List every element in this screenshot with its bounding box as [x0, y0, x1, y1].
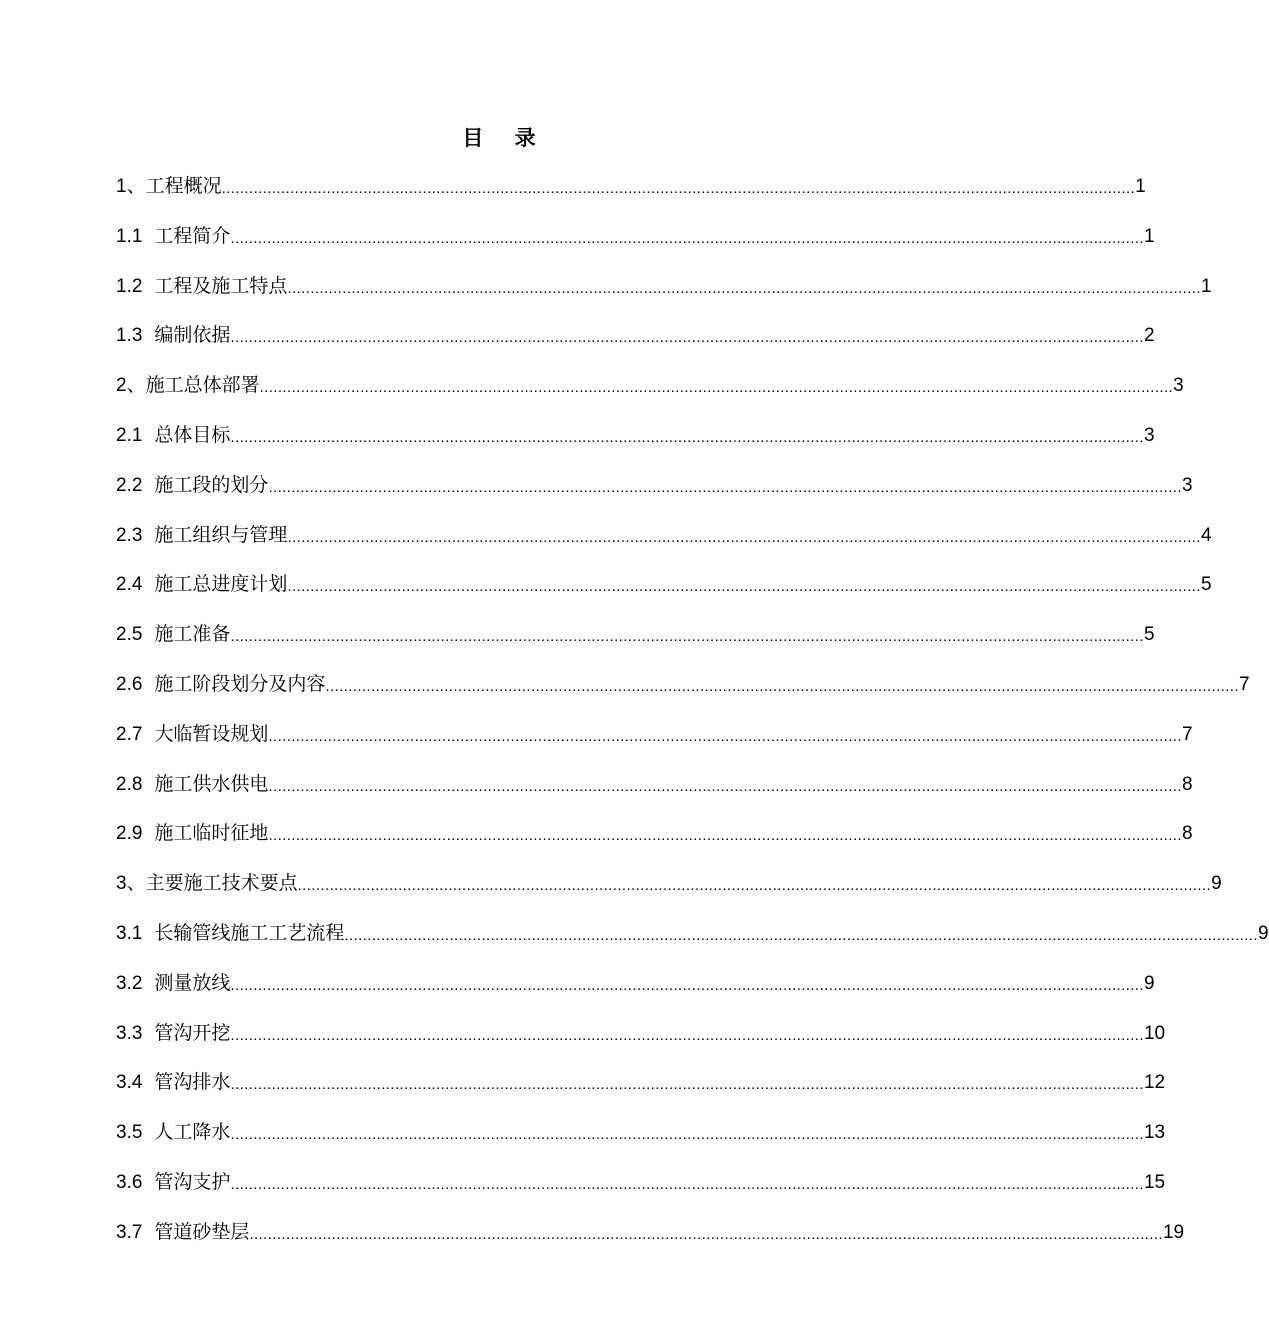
toc-entry-number: 2.9 — [116, 823, 143, 844]
toc-entry-text: 施工段的划分 — [154, 474, 269, 496]
toc-page-number: 9 — [1143, 973, 1155, 994]
toc-page-number: 4 — [1200, 525, 1212, 546]
toc-page-number: 3 — [1173, 375, 1184, 396]
toc-entry[interactable] — [116, 323, 1155, 349]
toc-entry-label — [116, 273, 287, 300]
toc-dot-leader: ........................................................................................................................................................................................................ — [287, 578, 1201, 595]
toc-entry[interactable] — [116, 224, 1155, 250]
toc-page-number: 8 — [1181, 823, 1193, 844]
toc-entry[interactable] — [116, 921, 1269, 947]
toc-entry[interactable] — [116, 1170, 1166, 1196]
toc-entry-number: 2.3 — [116, 525, 143, 546]
toc-entry-label — [116, 372, 260, 399]
toc-entry-label — [116, 173, 222, 200]
toc-entry-label — [116, 1020, 230, 1047]
toc-entry-number: 3.2 — [116, 973, 143, 994]
toc-entry-text: 管沟排水 — [154, 1071, 231, 1093]
toc-entry-label — [116, 671, 325, 698]
toc-entry[interactable] — [116, 622, 1155, 648]
toc-entry-text: 测量放线 — [154, 972, 231, 994]
toc-entry-number: 2.1 — [116, 425, 143, 446]
toc-title: 目 录 — [462, 126, 548, 150]
toc-entry-text: 工程及施工特点 — [154, 275, 288, 297]
toc-page-number: 7 — [1181, 724, 1193, 745]
toc-dot-leader: ........................................................................................................................................................................................................ — [230, 429, 1144, 446]
toc-entry[interactable] — [116, 473, 1193, 499]
toc-entry-text: 施工总进度计划 — [154, 573, 288, 595]
toc-page-number: 13 — [1143, 1122, 1166, 1143]
toc-entry[interactable] — [116, 423, 1155, 449]
toc-entry-number: 2.4 — [116, 574, 143, 595]
toc-entry[interactable] — [116, 174, 1146, 200]
toc-entry[interactable] — [116, 1070, 1166, 1096]
toc-entry-label — [116, 522, 287, 549]
toc-page-number: 2 — [1143, 325, 1155, 346]
toc-entry[interactable] — [116, 274, 1212, 300]
toc-dot-leader: ........................................................................................................................................................................................................ — [230, 1027, 1144, 1044]
toc-entry-number: 2.7 — [116, 724, 143, 745]
toc-entry-label — [116, 422, 230, 449]
toc-entry-number: 3.7 — [116, 1222, 143, 1243]
toc-dot-leader: ........................................................................................................................................................................................................ — [268, 728, 1182, 745]
toc-entry-text: 长输管线施工工艺流程 — [154, 922, 345, 944]
toc-entry-label — [116, 721, 268, 748]
toc-page-number: 1 — [1143, 226, 1155, 247]
toc-entry-label — [116, 322, 230, 349]
toc-entry-number: 3.4 — [116, 1072, 143, 1093]
toc-entry-label — [116, 870, 298, 897]
toc-dot-leader: ........................................................................................................................................................................................................ — [297, 877, 1212, 894]
toc-entry-label — [116, 571, 287, 598]
toc-entry-number: 2.6 — [116, 674, 143, 695]
toc-entry-text: 施工供水供电 — [154, 773, 269, 795]
toc-entry-text: 管沟开挖 — [154, 1022, 231, 1044]
toc-entry-number: 3.3 — [116, 1023, 143, 1044]
toc-entry-text: 施工组织与管理 — [154, 524, 288, 546]
toc-entry-text: 编制依据 — [154, 324, 231, 346]
toc-dot-leader: ........................................................................................................................................................................................................ — [221, 180, 1136, 197]
toc-page-number: 19 — [1162, 1222, 1185, 1243]
toc-page-number: 12 — [1143, 1072, 1166, 1093]
toc-dot-leader: ........................................................................................................................................................................................................ — [287, 529, 1201, 546]
toc-entry-text: 管沟支护 — [154, 1171, 231, 1193]
toc-page-number: 5 — [1200, 574, 1212, 595]
toc-entry-text: 大临暂设规划 — [154, 723, 269, 745]
toc-entry-label — [116, 1119, 230, 1146]
toc-dot-leader: ........................................................................................................................................................................................................ — [230, 977, 1144, 994]
toc-entry-label — [116, 820, 268, 847]
toc-entry-label — [116, 223, 230, 250]
toc-page-number: 5 — [1143, 624, 1155, 645]
toc-entry-text: 施工准备 — [154, 623, 231, 645]
toc-page-number: 10 — [1143, 1023, 1166, 1044]
toc-entry-text: 工程简介 — [154, 225, 231, 247]
toc-dot-leader: ........................................................................................................................................................................................................ — [230, 1076, 1144, 1093]
toc-entry-label — [116, 771, 268, 798]
toc-entry-number: 2.8 — [116, 774, 143, 795]
toc-entry-number: 3.6 — [116, 1172, 143, 1193]
toc-entry-text: 总体目标 — [154, 424, 231, 446]
toc-page-number: 9 — [1257, 923, 1269, 944]
toc-entry-label — [116, 1219, 249, 1246]
toc-entry[interactable] — [116, 1021, 1166, 1047]
toc-dot-leader: ........................................................................................................................................................................................................ — [230, 230, 1144, 247]
toc-entry-number: 1、 — [116, 176, 146, 197]
toc-dot-leader: ........................................................................................................................................................................................................ — [268, 827, 1182, 844]
toc-entry-label — [116, 1069, 230, 1096]
toc-page-number: 1 — [1200, 276, 1212, 297]
toc-entry-text: 施工阶段划分及内容 — [154, 673, 326, 695]
toc-entry-number: 3.5 — [116, 1122, 143, 1143]
toc-dot-leader: ........................................................................................................................................................................................................ — [344, 927, 1258, 944]
toc-dot-leader: ........................................................................................................................................................................................................ — [259, 379, 1174, 396]
toc-page-number: 8 — [1181, 774, 1193, 795]
toc-entry-label — [116, 970, 230, 997]
toc-entry[interactable] — [116, 1220, 1185, 1246]
toc-entry-number: 2、 — [116, 375, 146, 396]
toc-entry-number: 3.1 — [116, 923, 143, 944]
toc-entry-label — [116, 621, 230, 648]
toc-page-number: 15 — [1143, 1172, 1166, 1193]
toc-dot-leader: ........................................................................................................................................................................................................ — [230, 329, 1144, 346]
toc-dot-leader: ........................................................................................................................................................................................................ — [249, 1226, 1163, 1243]
toc-dot-leader: ........................................................................................................................................................................................................ — [230, 628, 1144, 645]
toc-dot-leader: ........................................................................................................................................................................................................ — [230, 1126, 1144, 1143]
toc-dot-leader: ........................................................................................................................................................................................................ — [325, 678, 1239, 695]
toc-entry-text: 工程概况 — [145, 175, 222, 197]
toc-entry[interactable] — [116, 871, 1222, 897]
toc-entry-text: 管道砂垫层 — [154, 1221, 250, 1243]
toc-entry[interactable] — [116, 672, 1250, 698]
toc-entry-text: 施工总体部署 — [145, 374, 260, 396]
toc-dot-leader: ........................................................................................................................................................................................................ — [268, 479, 1182, 496]
toc-entry[interactable] — [116, 722, 1193, 748]
toc-dot-leader: ........................................................................................................................................................................................................ — [268, 778, 1182, 795]
toc-entry-number: 1.2 — [116, 276, 143, 297]
toc-entry[interactable] — [116, 772, 1193, 798]
toc-entry-text: 施工临时征地 — [154, 822, 269, 844]
toc-page-number: 3 — [1181, 475, 1193, 496]
toc-entry-label — [116, 1169, 230, 1196]
toc-entry-text: 人工降水 — [154, 1121, 231, 1143]
toc-entry-number: 3、 — [116, 873, 146, 894]
toc-dot-leader: ........................................................................................................................................................................................................ — [230, 1176, 1144, 1193]
toc-entry[interactable] — [116, 572, 1212, 598]
toc-entry-number: 1.1 — [116, 226, 143, 247]
toc-entry-text: 主要施工技术要点 — [145, 872, 298, 894]
toc-page-number: 3 — [1143, 425, 1155, 446]
toc-page-number: 1 — [1135, 176, 1146, 197]
toc-entry[interactable] — [116, 971, 1155, 997]
toc-entry-number: 1.3 — [116, 325, 143, 346]
toc-entry-number: 2.5 — [116, 624, 143, 645]
toc-entry-label — [116, 472, 268, 499]
toc-entry[interactable] — [116, 373, 1184, 399]
toc-page-number: 9 — [1211, 873, 1222, 894]
toc-entry-number: 2.2 — [116, 475, 143, 496]
toc-dot-leader: ........................................................................................................................................................................................................ — [287, 280, 1201, 297]
toc-entry[interactable] — [116, 523, 1212, 549]
toc-entry[interactable] — [116, 1120, 1166, 1146]
toc-entry[interactable] — [116, 821, 1193, 847]
toc-page-number: 7 — [1238, 674, 1250, 695]
toc-entry-label — [116, 920, 344, 947]
